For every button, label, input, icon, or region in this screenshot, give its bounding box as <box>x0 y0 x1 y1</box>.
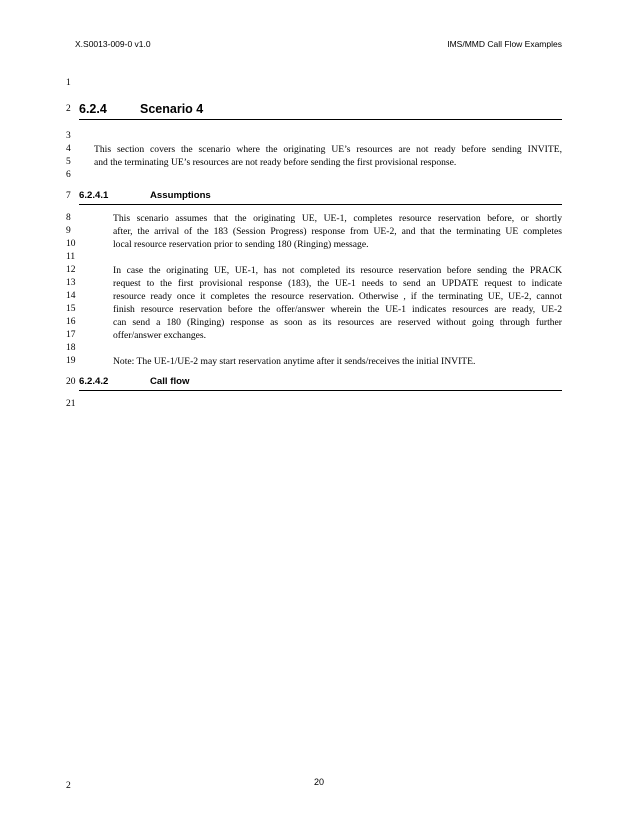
paragraph-line: local resource reservation prior to sending 180 (Ringing) message. <box>113 239 369 250</box>
subsection-title: Call flow <box>150 376 190 387</box>
intro-line: and the terminating UE’s resources are not ready before sending the first provisional response. <box>94 157 457 168</box>
page-number: 20 <box>313 777 324 787</box>
line-number: 8 <box>66 213 71 223</box>
header-doc-id: X.S0013-009-0 v1.0 <box>75 39 151 49</box>
paragraph-line: can send a 180 (Ringing) response as soon as its resources are reserved without going through further <box>113 317 562 328</box>
section-number: 6.2.4 <box>79 102 107 116</box>
line-number: 11 <box>66 252 76 262</box>
line-number: 9 <box>66 226 71 236</box>
line-number: 21 <box>66 399 76 409</box>
line-number: 16 <box>66 317 76 327</box>
line-number: 18 <box>66 343 76 353</box>
paragraph-line: This scenario assumes that the originating UE, UE-1, completes resource reservation before, or shortly <box>113 213 562 224</box>
paragraph-line: offer/answer exchanges. <box>113 330 207 341</box>
line-number: 13 <box>66 278 76 288</box>
subsection-number: 6.2.4.2 <box>79 376 109 387</box>
line-number: 19 <box>66 356 76 366</box>
subsection-rule <box>79 390 562 391</box>
paragraph-line: In case the originating UE, UE-1, has not completed its resource reservation before sending the PRACK <box>113 265 562 276</box>
subsection-title: Assumptions <box>150 190 211 201</box>
line-number: 17 <box>66 330 76 340</box>
line-number: 10 <box>66 239 76 249</box>
line-number: 3 <box>66 131 71 141</box>
paragraph-line: after, the arrival of the 183 (Session Progress) response from UE-2, and that the terminating UE completes <box>113 226 562 237</box>
section-rule <box>79 119 562 120</box>
paragraph-line: resource ready once it completes the resource reservation. Otherwise , if the terminating UE, UE-2, cannot <box>113 291 562 302</box>
footer-left: 2 <box>66 780 71 791</box>
subsection-rule <box>79 204 562 205</box>
line-number: 20 <box>66 377 76 387</box>
line-number: 2 <box>66 104 71 114</box>
section-title: Scenario 4 <box>140 102 204 116</box>
line-number: 15 <box>66 304 76 314</box>
subsection-number: 6.2.4.1 <box>79 190 109 201</box>
line-number: 14 <box>66 291 76 301</box>
line-number: 1 <box>66 78 71 88</box>
paragraph-line: finish resource reservation before the offer/answer wherein the UE-1 indicates resources are ready, UE-2 <box>113 304 562 315</box>
note-text: Note: The UE-1/UE-2 may start reservation anytime after it sends/receives the initial INVITE. <box>113 356 476 367</box>
line-number: 7 <box>66 191 71 201</box>
paragraph-line: request to the first provisional response (183), the UE-1 needs to send an UPDATE request to indicate <box>113 278 562 289</box>
line-number: 4 <box>66 144 71 154</box>
line-number: 5 <box>66 157 71 167</box>
intro-line: This section covers the scenario where the originating UE’s resources are not ready before sending INVITE, <box>94 144 562 155</box>
header-doc-title: IMS/MMD Call Flow Examples <box>447 39 562 49</box>
line-number: 6 <box>66 170 71 180</box>
line-number: 12 <box>66 265 76 275</box>
